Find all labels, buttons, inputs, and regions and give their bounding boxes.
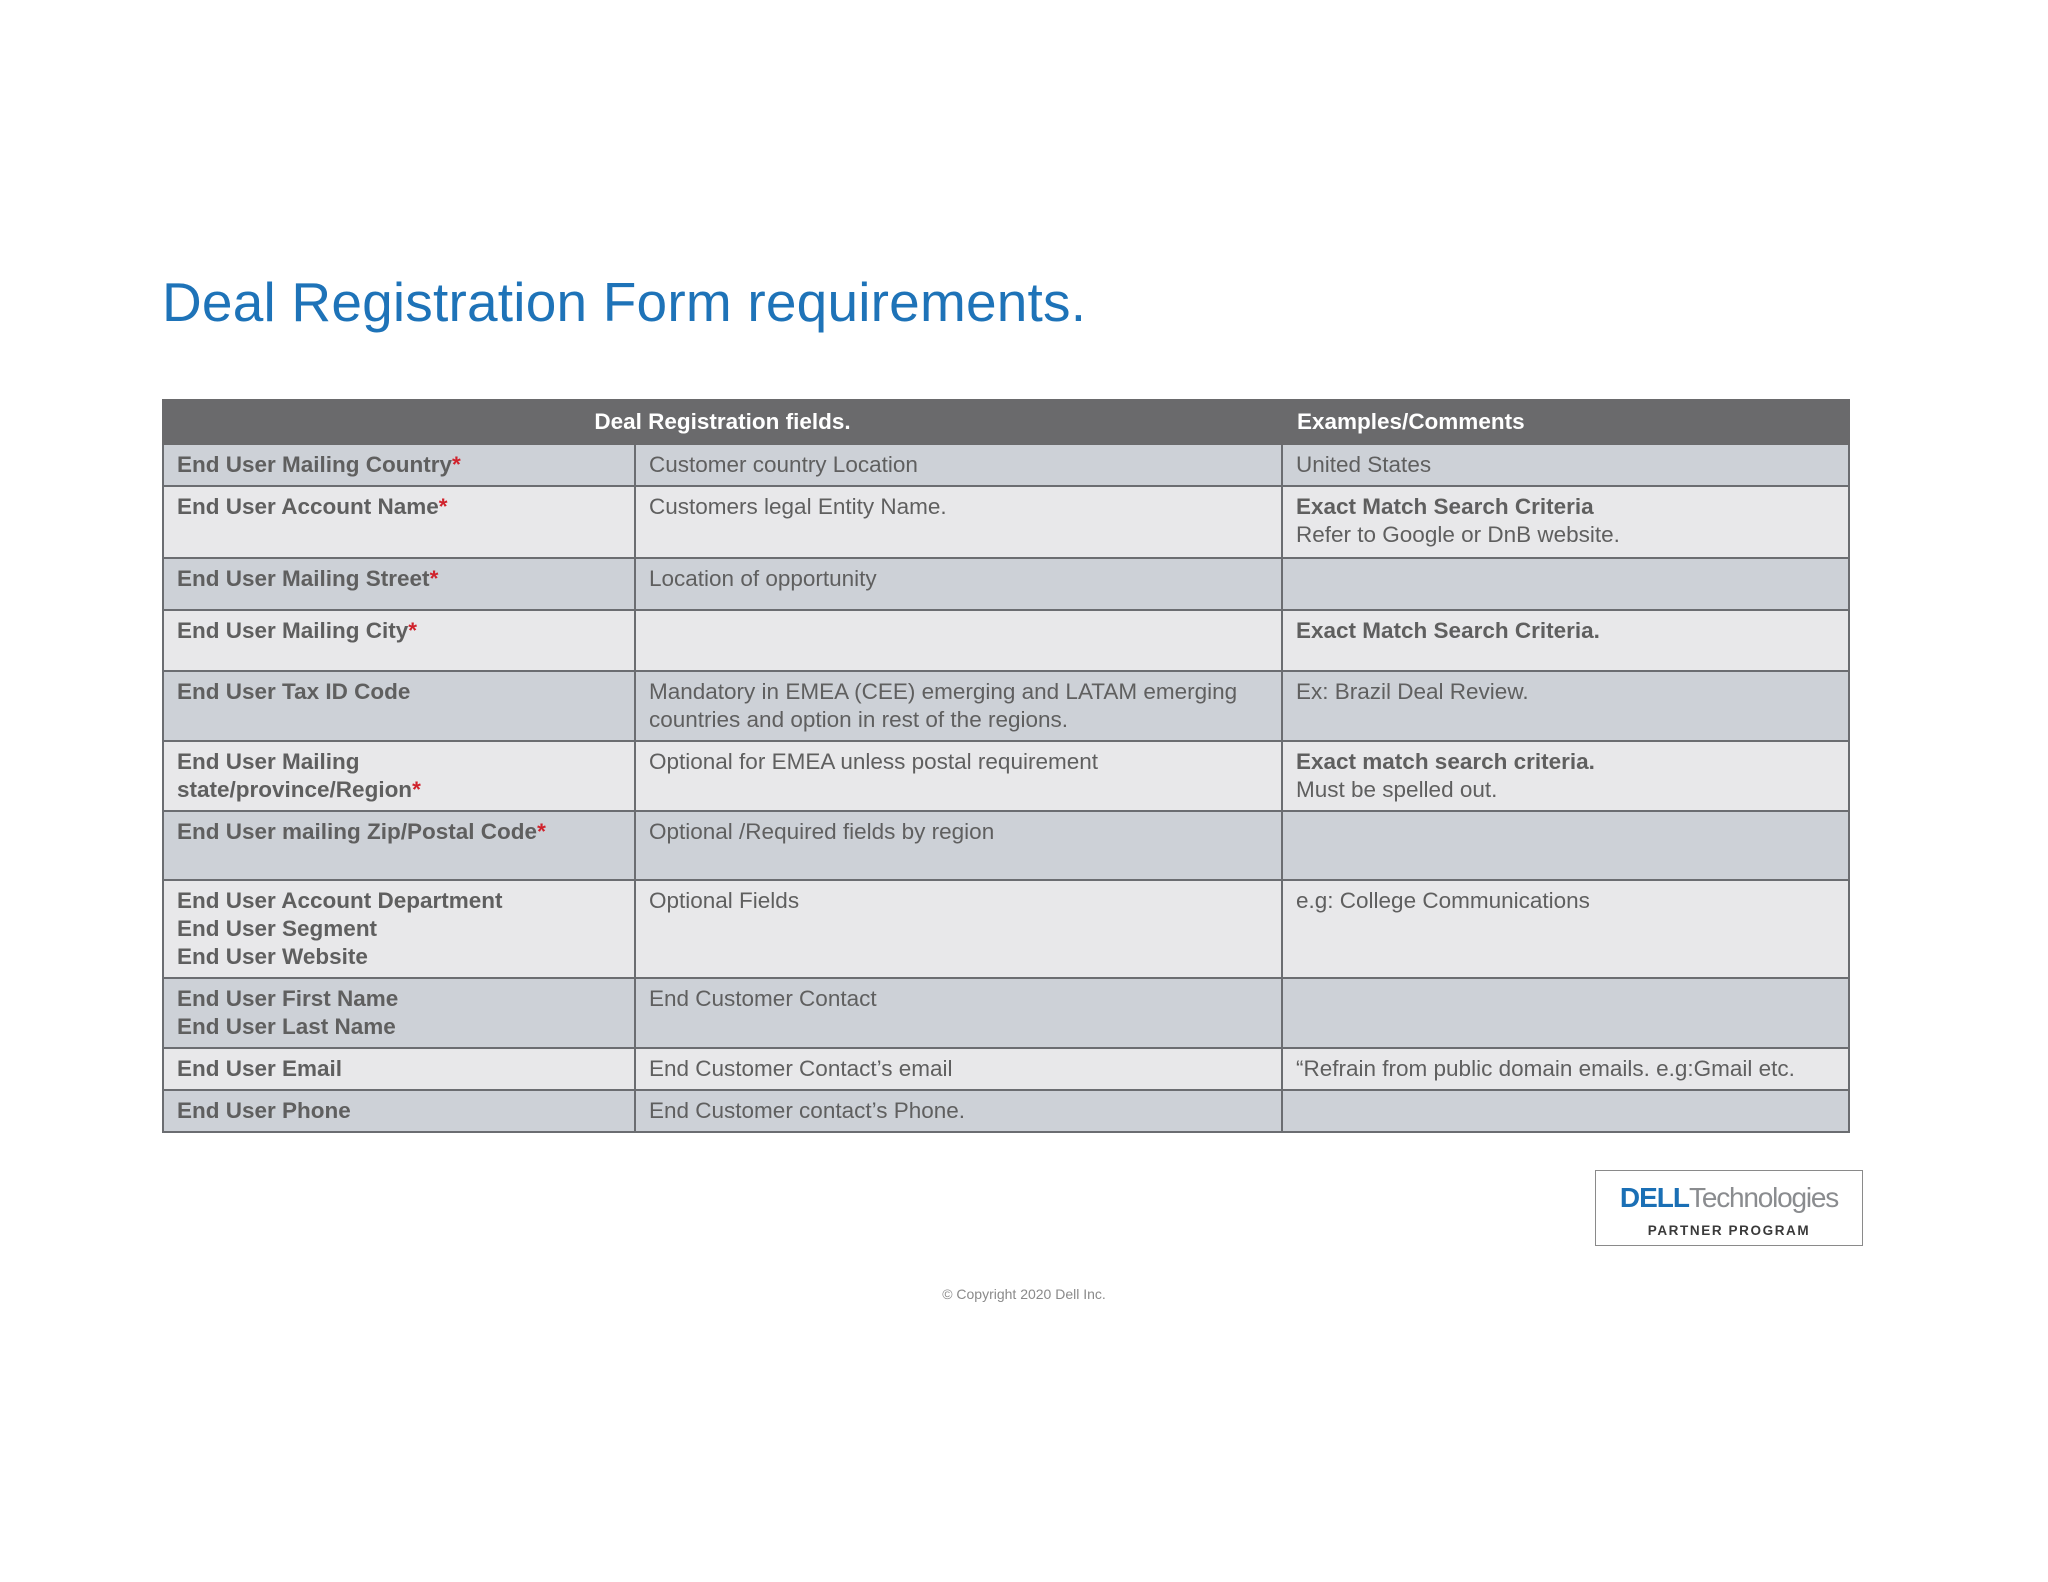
table-row xyxy=(163,741,1849,811)
example-criteria: Exact Match Search Criteria xyxy=(1296,494,1594,519)
required-marker: * xyxy=(438,494,448,519)
dell-technologies-logo xyxy=(1595,1170,1863,1246)
description-cell xyxy=(635,741,1282,811)
page-title: Deal Registration Form requirements. xyxy=(162,271,1087,333)
field-name: End User Mailing Street xyxy=(177,566,430,591)
field-description: Customer country Location xyxy=(649,452,918,477)
copyright-notice: © Copyright 2020 Dell Inc. xyxy=(942,1286,1106,1302)
description-cell xyxy=(635,978,1282,1048)
table-row xyxy=(163,811,1849,880)
table-row xyxy=(163,1048,1849,1090)
header-examples: Examples/Comments xyxy=(1282,400,1849,444)
example-text: e.g: College Communications xyxy=(1296,888,1590,913)
example-text: “Refrain from public domain emails. e.g:Gmail etc. xyxy=(1296,1056,1795,1081)
logo-subtitle: PARTNER PROGRAM xyxy=(1647,1223,1811,1238)
requirements-table xyxy=(162,399,1850,1133)
field-name: End User Email xyxy=(177,1056,343,1081)
field-name-cell xyxy=(163,558,635,610)
table-row xyxy=(163,558,1849,610)
description-cell xyxy=(635,1048,1282,1090)
field-name-cell xyxy=(163,880,635,978)
description-cell xyxy=(635,610,1282,671)
header-fields: Deal Registration fields. xyxy=(163,400,1282,444)
field-name-cell xyxy=(163,811,635,880)
field-description-line: Mandatory in EMEA (CEE) emerging and LATAM emerging xyxy=(649,679,1238,704)
field-name-cell xyxy=(163,486,635,558)
field-name-cell xyxy=(163,610,635,671)
example-cell xyxy=(1282,444,1849,486)
example-cell xyxy=(1282,978,1849,1048)
field-name-cell xyxy=(163,741,635,811)
example-criteria: Exact match search criteria. xyxy=(1296,749,1595,774)
field-name: End User mailing Zip/Postal Code xyxy=(177,819,538,844)
example-cell xyxy=(1282,741,1849,811)
field-name: End User Phone xyxy=(177,1098,351,1123)
example-cell xyxy=(1282,1048,1849,1090)
logo-tech: Technologies xyxy=(1689,1182,1839,1213)
description-cell xyxy=(635,1090,1282,1132)
field-name: End User Mailing City xyxy=(177,618,409,643)
example-text: Must be spelled out. xyxy=(1296,777,1498,802)
example-cell xyxy=(1282,1090,1849,1132)
field-name-line: End User Last Name xyxy=(177,1014,396,1039)
field-name: End User Account Name xyxy=(177,494,439,519)
table-row xyxy=(163,880,1849,978)
table-row xyxy=(163,444,1849,486)
table-header-row xyxy=(163,400,1849,444)
required-marker: * xyxy=(537,819,546,844)
field-description: Customers legal Entity Name. xyxy=(649,494,947,519)
field-name-cell xyxy=(163,978,635,1048)
description-cell xyxy=(635,486,1282,558)
field-description-line: countries and option in rest of the regions. xyxy=(649,707,1069,732)
field-name: End User Mailing Country xyxy=(177,452,453,477)
field-description: End Customer Contact xyxy=(649,986,877,1011)
field-name: End User Tax ID Code xyxy=(177,679,411,704)
example-cell xyxy=(1282,880,1849,978)
field-name-line: End User Account Department xyxy=(177,888,503,913)
required-marker: * xyxy=(408,618,418,643)
description-cell xyxy=(635,811,1282,880)
example-cell xyxy=(1282,610,1849,671)
field-description: End Customer contact’s Phone. xyxy=(649,1098,966,1123)
field-name-line: End User Website xyxy=(177,944,368,969)
field-name-cell xyxy=(163,1090,635,1132)
table-row xyxy=(163,978,1849,1048)
required-marker: * xyxy=(412,777,421,802)
table-row xyxy=(163,671,1849,741)
field-description: Location of opportunity xyxy=(649,566,877,591)
field-name-line: End User First Name xyxy=(177,986,399,1011)
field-name-line: End User Segment xyxy=(177,916,378,941)
description-cell xyxy=(635,558,1282,610)
field-name-cell xyxy=(163,671,635,741)
example-cell xyxy=(1282,558,1849,610)
field-name-line: state/province/Region xyxy=(177,777,413,802)
field-name-cell xyxy=(163,1048,635,1090)
table-row xyxy=(163,486,1849,558)
example-text: Ex: Brazil Deal Review. xyxy=(1296,679,1529,704)
required-marker: * xyxy=(452,452,461,477)
example-criteria: Exact Match Search Criteria. xyxy=(1296,618,1600,643)
field-description: Optional /Required fields by region xyxy=(649,819,995,844)
description-cell xyxy=(635,671,1282,741)
example-cell xyxy=(1282,671,1849,741)
field-name-cell xyxy=(163,444,635,486)
example-text: Refer to Google or DnB website. xyxy=(1296,522,1620,547)
description-cell xyxy=(635,444,1282,486)
example-cell xyxy=(1282,486,1849,558)
field-name-line: End User Mailing xyxy=(177,749,360,774)
field-description: Optional for EMEA unless postal requirement xyxy=(649,749,1098,774)
table-row xyxy=(163,1090,1849,1132)
field-description: End Customer Contact’s email xyxy=(649,1056,953,1081)
field-description: Optional Fields xyxy=(649,888,800,913)
table-row xyxy=(163,610,1849,671)
logo-brand: DELL xyxy=(1619,1182,1690,1213)
description-cell xyxy=(635,880,1282,978)
example-cell xyxy=(1282,811,1849,880)
example-text: United States xyxy=(1296,452,1432,477)
required-marker: * xyxy=(429,566,439,591)
